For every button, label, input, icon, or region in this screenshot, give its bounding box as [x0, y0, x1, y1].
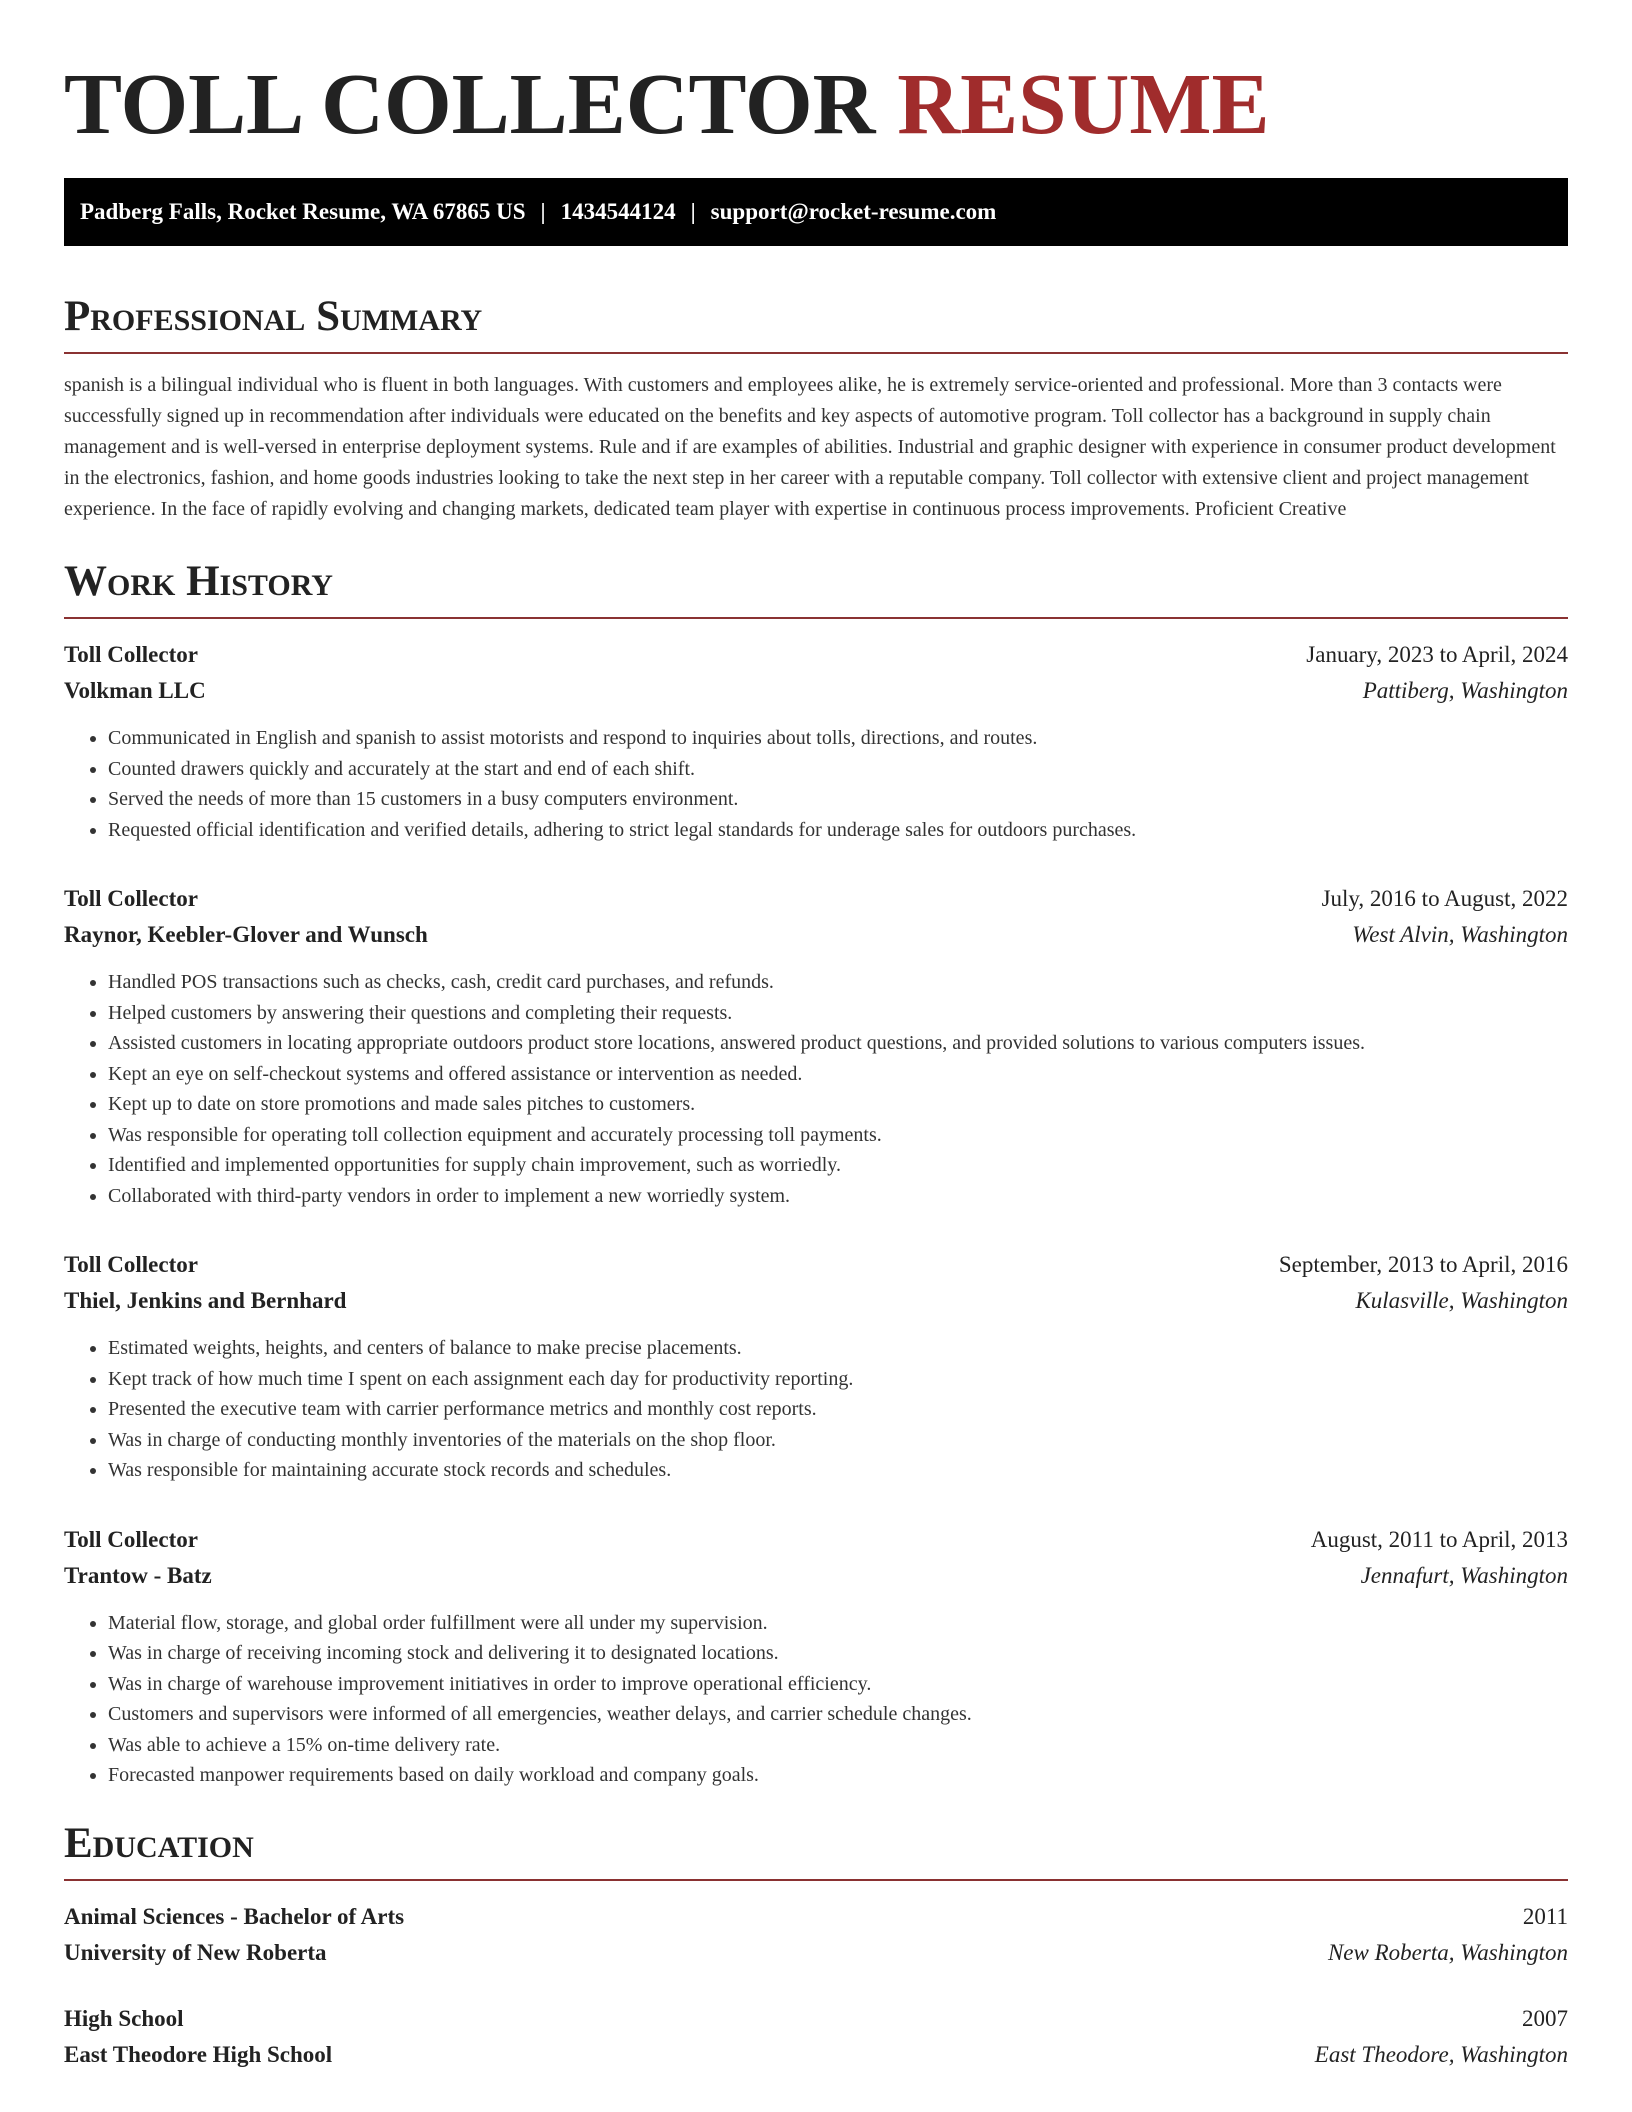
education-location: New Roberta, Washington [1327, 1939, 1568, 1965]
job-company: Raynor, Keebler-Glover and Wunsch [64, 922, 428, 947]
job-location: West Alvin, Washington [1352, 922, 1568, 947]
education-degree: Animal Sciences - Bachelor of Arts [64, 1903, 405, 1929]
job-entry [64, 1522, 1568, 1791]
job-duty: • Communicated in English and spanish to assist motorists and respond to inquiries about tolls, directions, and routes. [108, 723, 1568, 754]
contact-bar [64, 178, 1568, 246]
education-school: University of New Roberta [64, 1939, 327, 1965]
summary-heading: Professional Summary [64, 290, 1568, 354]
education-degree: High School [64, 2005, 184, 2031]
contact-separator: | [540, 199, 546, 224]
job-duty: • Helped customers by answering their questions and completing their requests. [108, 998, 1568, 1029]
job-duties [64, 1333, 1568, 1486]
contact-phone: 1434544124 [560, 199, 676, 224]
job-duty: • Customers and supervisors were informed of all emergencies, weather delays, and carrier schedule changes. [108, 1699, 1568, 1730]
job-duty: • Was in charge of receiving incoming stock and delivering it to designated locations. [108, 1638, 1568, 1669]
job-duty: • Kept track of how much time I spent on each assignment each day for productivity reporting. [108, 1364, 1568, 1395]
job-duty: • Identified and implemented opportunities for supply chain improvement, such as worriedly. [108, 1150, 1568, 1181]
job-duties [64, 967, 1568, 1211]
job-duty: • Forecasted manpower requirements based on daily workload and company goals. [108, 1760, 1568, 1791]
job-duty: • Served the needs of more than 15 customers in a busy computers environment. [108, 784, 1568, 815]
contact-address: Padberg Falls, Rocket Resume, WA 67865 US [80, 199, 526, 224]
job-duty: • Collaborated with third-party vendors in order to implement a new worriedly system. [108, 1181, 1568, 1212]
summary-text: spanish is a bilingual individual who is fluent in both languages. With customers and employees alike, he is extremely service-oriented and professional. More than 3 contacts were successfully signed up in recommendation after individuals were educated on the benefits and key aspects of automotive program. Toll collector has a background in supply chain management and is well-versed in enterprise deployment systems. Rule and if are examples of abilities. Industrial and graphic designer with experience in consumer product development in the electronics, fashion, and home goods industries looking to take the next step in her career with a reputable company. Toll collector with extensive client and project management experience. In the face of rapidly evolving and changing markets, dedicated team player with expertise in continuous process improvements. Proficient Creative [64, 374, 1556, 520]
job-duty: • Was responsible for maintaining accurate stock records and schedules. [108, 1455, 1568, 1486]
job-duty: • Kept up to date on store promotions and made sales pitches to customers. [108, 1089, 1568, 1120]
job-location: Jennafurt, Washington [1360, 1562, 1568, 1588]
job-company: Volkman LLC [64, 678, 206, 703]
job-duty: • Presented the executive team with carrier performance metrics and monthly cost reports. [108, 1394, 1568, 1425]
job-duty: • Was able to achieve a 15% on-time delivery rate. [108, 1730, 1568, 1761]
job-title: Toll Collector [64, 1252, 198, 1277]
job-company: Thiel, Jenkins and Bernhard [64, 1288, 347, 1313]
job-company: Trantow - Batz [64, 1562, 212, 1588]
title-accent: RESUME [897, 55, 1270, 152]
job-title: Toll Collector [64, 642, 198, 667]
job-duty: • Assisted customers in locating appropriate outdoors product store locations, answered product questions, and provided solutions to various computers issues. [108, 1028, 1568, 1059]
education-entry [64, 2001, 1568, 2073]
education-location: East Theodore, Washington [1314, 2041, 1568, 2067]
job-dates: January, 2023 to April, 2024 [1306, 642, 1568, 667]
education-school: East Theodore High School [64, 2041, 333, 2067]
job-location: Pattiberg, Washington [1362, 678, 1568, 703]
education-year: 2007 [1522, 2005, 1568, 2031]
job-duty: • Requested official identification and verified details, adhering to strict legal standards for underage sales for outdoors purchases. [108, 815, 1568, 846]
work-history-heading: Work History [64, 555, 1568, 619]
job-dates: August, 2011 to April, 2013 [1310, 1526, 1568, 1552]
job-duty: • Was in charge of conducting monthly inventories of the materials on the shop floor. [108, 1425, 1568, 1456]
education-year: 2011 [1522, 1903, 1568, 1929]
job-entry [64, 637, 1568, 845]
job-title: Toll Collector [64, 1526, 198, 1552]
contact-separator: | [690, 199, 696, 224]
job-dates: September, 2013 to April, 2016 [1278, 1252, 1568, 1277]
job-duty: • Counted drawers quickly and accurately at the start and end of each shift. [108, 754, 1568, 785]
job-duty: • Kept an eye on self-checkout systems and offered assistance or intervention as needed. [108, 1059, 1568, 1090]
education-heading: Education [64, 1817, 1568, 1881]
job-duty: • Estimated weights, heights, and centers of balance to make precise placements. [108, 1333, 1568, 1364]
contact-email: support@rocket-resume.com [710, 199, 997, 224]
job-duty: • Was in charge of warehouse improvement initiatives in order to improve operational efficiency. [108, 1669, 1568, 1700]
job-title: Toll Collector [64, 886, 198, 911]
resume-title [64, 56, 1568, 152]
job-duty: • Was responsible for operating toll collection equipment and accurately processing toll payments. [108, 1120, 1568, 1151]
job-entry [64, 1247, 1568, 1486]
job-entry [64, 881, 1568, 1211]
job-dates: July, 2016 to August, 2022 [1321, 886, 1568, 911]
job-duties [64, 723, 1568, 845]
job-duty: • Material flow, storage, and global order fulfillment were all under my supervision. [108, 1608, 1568, 1639]
job-location: Kulasville, Washington [1355, 1288, 1568, 1313]
title-main: TOLL COLLECTOR [64, 55, 876, 152]
job-duties [64, 1608, 1568, 1791]
education-entry [64, 1899, 1568, 1971]
job-duty: • Handled POS transactions such as checks, cash, credit card purchases, and refunds. [108, 967, 1568, 998]
